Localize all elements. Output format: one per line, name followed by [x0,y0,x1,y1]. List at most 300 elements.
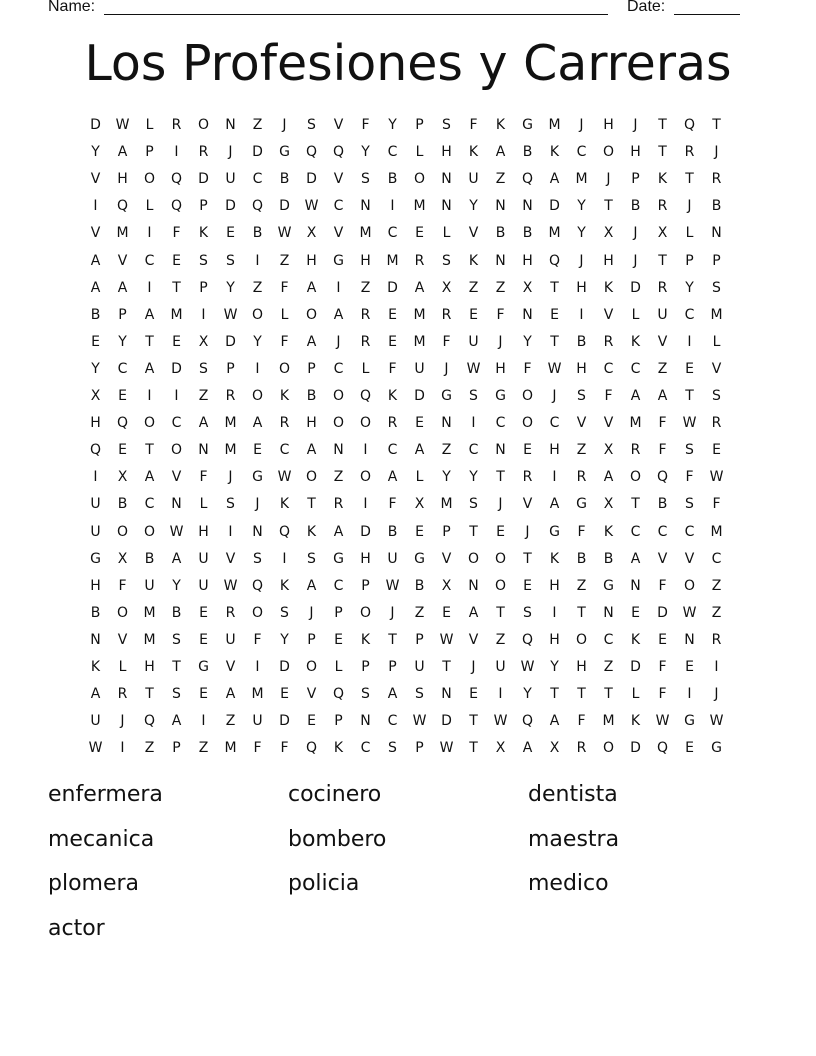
grid-letter[interactable]: T [172,279,181,296]
grid-letter[interactable]: M [224,442,237,459]
grid-letter[interactable]: M [710,306,723,323]
grid-letter[interactable]: Z [198,388,209,404]
grid-letter[interactable]: W [493,713,508,730]
grid-letter[interactable]: P [631,171,640,188]
grid-letter[interactable]: J [579,252,584,269]
grid-letter[interactable]: V [333,117,344,133]
grid-letter[interactable]: O [305,659,318,675]
grid-letter[interactable]: J [444,360,449,377]
grid-letter[interactable]: C [387,442,398,459]
grid-letter[interactable]: X [414,496,425,513]
grid-letter[interactable]: N [711,225,722,242]
grid-letter[interactable]: T [442,659,451,675]
grid-letter[interactable]: A [225,686,236,703]
grid-letter[interactable]: J [255,496,260,513]
grid-letter[interactable]: A [306,442,317,459]
grid-letter[interactable]: D [630,740,641,757]
grid-letter[interactable]: N [441,198,452,215]
grid-letter[interactable]: W [682,604,697,621]
grid-letter[interactable]: Z [495,171,506,188]
grid-letter[interactable]: E [307,713,316,730]
grid-letter[interactable]: K [630,333,641,350]
grid-letter[interactable]: H [576,360,587,377]
grid-letter[interactable]: J [606,171,611,188]
grid-letter[interactable]: Y [361,144,370,161]
grid-letter[interactable]: H [90,577,101,594]
grid-letter[interactable]: C [387,713,398,730]
grid-letter[interactable]: S [307,550,316,567]
grid-letter[interactable]: M [575,171,588,188]
grid-letter[interactable]: A [252,415,263,432]
grid-letter[interactable]: W [412,713,427,730]
grid-letter[interactable]: Q [332,144,345,161]
grid-letter[interactable]: P [199,279,208,296]
grid-letter[interactable]: H [306,415,317,432]
grid-letter[interactable]: J [498,496,503,513]
grid-letter[interactable]: S [442,117,451,133]
grid-letter[interactable]: C [144,496,155,513]
grid-letter[interactable]: V [333,225,344,242]
grid-letter[interactable]: B [657,496,668,513]
grid-letter[interactable]: U [468,333,479,350]
grid-letter[interactable]: Z [198,740,209,757]
grid-letter[interactable]: D [630,279,641,296]
grid-letter[interactable]: O [521,388,534,404]
grid-letter[interactable]: U [414,659,425,675]
grid-letter[interactable]: E [91,333,100,350]
grid-letter[interactable]: R [387,415,398,432]
grid-letter[interactable]: G [252,469,263,486]
grid-letter[interactable]: H [576,659,587,675]
grid-letter[interactable]: R [198,144,209,161]
grid-letter[interactable]: L [415,144,424,161]
grid-letter[interactable]: M [548,117,561,133]
grid-letter[interactable]: E [388,333,397,350]
grid-letter[interactable]: G [441,388,452,404]
grid-letter[interactable]: P [442,523,451,540]
grid-letter[interactable]: I [552,469,557,486]
grid-letter[interactable]: B [522,225,533,242]
grid-letter[interactable]: Q [332,686,345,703]
grid-letter[interactable]: Y [523,333,532,350]
grid-letter[interactable]: M [710,523,723,540]
grid-letter[interactable]: H [549,631,560,648]
grid-letter[interactable]: J [579,117,584,133]
grid-letter[interactable]: F [388,360,397,377]
grid-letter[interactable]: I [255,659,260,675]
grid-letter[interactable]: N [522,306,533,323]
grid-letter[interactable]: N [441,415,452,432]
grid-letter[interactable]: R [225,388,236,404]
grid-letter[interactable]: W [88,740,103,757]
grid-letter[interactable]: G [495,388,506,404]
grid-letter[interactable]: B [252,225,263,242]
grid-letter[interactable]: Y [550,659,559,675]
grid-letter[interactable]: A [495,144,506,161]
grid-letter[interactable]: P [226,360,235,377]
grid-letter[interactable]: G [198,659,209,675]
grid-letter[interactable]: I [714,659,719,675]
grid-letter[interactable]: X [306,225,317,242]
grid-letter[interactable]: K [630,713,641,730]
grid-letter[interactable]: T [631,496,640,513]
grid-letter[interactable]: F [658,415,667,432]
grid-letter[interactable]: Y [523,686,532,703]
grid-letter[interactable]: N [171,496,182,513]
grid-letter[interactable]: U [90,523,101,540]
grid-letter[interactable]: F [604,388,613,404]
grid-letter[interactable]: Z [576,577,587,594]
grid-letter[interactable]: C [630,523,641,540]
grid-letter[interactable]: R [657,198,668,215]
grid-letter[interactable]: K [549,144,560,161]
grid-letter[interactable]: D [90,117,101,133]
grid-letter[interactable]: V [711,360,722,377]
grid-letter[interactable]: Z [441,442,452,459]
grid-letter[interactable]: F [577,523,586,540]
grid-letter[interactable]: X [117,550,128,567]
grid-letter[interactable]: Q [116,415,129,432]
grid-letter[interactable]: S [172,686,181,703]
grid-letter[interactable]: Z [468,279,479,296]
grid-letter[interactable]: L [118,659,127,675]
grid-letter[interactable]: X [495,740,506,757]
grid-letter[interactable]: M [386,252,399,269]
grid-letter[interactable]: D [225,198,236,215]
grid-letter[interactable]: R [576,740,587,757]
grid-letter[interactable]: C [495,415,506,432]
grid-letter[interactable]: T [550,686,559,703]
grid-letter[interactable]: H [495,360,506,377]
grid-letter[interactable]: I [687,686,692,703]
grid-letter[interactable]: K [279,496,290,513]
grid-letter[interactable]: O [413,171,426,188]
grid-letter[interactable]: U [387,550,398,567]
grid-letter[interactable]: A [630,388,641,404]
grid-letter[interactable]: A [630,550,641,567]
grid-letter[interactable]: H [360,252,371,269]
grid-letter[interactable]: P [415,117,424,133]
grid-letter[interactable]: Y [469,469,478,486]
grid-letter[interactable]: S [523,604,532,621]
grid-letter[interactable]: C [711,550,722,567]
grid-letter[interactable]: C [333,577,344,594]
grid-letter[interactable]: D [657,604,668,621]
grid-letter[interactable]: B [117,496,128,513]
grid-letter[interactable]: W [277,225,292,242]
grid-letter[interactable]: Z [495,279,506,296]
grid-letter[interactable]: Z [252,279,263,296]
grid-letter[interactable]: C [630,360,641,377]
grid-letter[interactable]: N [603,604,614,621]
grid-letter[interactable]: W [682,415,697,432]
grid-letter[interactable]: T [469,740,478,757]
grid-letter[interactable]: S [280,604,289,621]
grid-letter[interactable]: O [197,117,210,133]
grid-letter[interactable]: O [494,577,507,594]
grid-letter[interactable]: A [549,713,560,730]
grid-letter[interactable]: Y [442,469,451,486]
grid-letter[interactable]: C [468,442,479,459]
grid-letter[interactable]: K [468,252,479,269]
grid-letter[interactable]: Q [305,144,318,161]
grid-letter[interactable]: U [90,496,101,513]
grid-letter[interactable]: U [414,360,425,377]
grid-letter[interactable]: W [115,117,130,133]
grid-letter[interactable]: E [496,523,505,540]
grid-letter[interactable]: Y [469,198,478,215]
grid-letter[interactable]: S [469,496,478,513]
grid-letter[interactable]: Z [603,659,614,675]
grid-letter[interactable]: R [117,686,128,703]
grid-letter[interactable]: E [199,686,208,703]
grid-letter[interactable]: N [684,631,695,648]
grid-letter[interactable]: V [117,631,128,648]
grid-letter[interactable]: T [145,686,154,703]
grid-letter[interactable]: D [252,144,263,161]
grid-letter[interactable]: D [171,360,182,377]
grid-letter[interactable]: D [441,713,452,730]
grid-letter[interactable]: N [198,442,209,459]
grid-letter[interactable]: E [550,306,559,323]
grid-letter[interactable]: A [333,306,344,323]
grid-letter[interactable]: I [552,604,557,621]
grid-letter[interactable]: M [224,415,237,432]
grid-letter[interactable]: R [522,469,533,486]
grid-letter[interactable]: P [361,659,370,675]
grid-letter[interactable]: N [90,631,101,648]
grid-letter[interactable]: C [684,306,695,323]
grid-letter[interactable]: J [552,388,557,404]
grid-letter[interactable]: N [333,442,344,459]
grid-letter[interactable]: R [657,279,668,296]
grid-letter[interactable]: U [468,171,479,188]
grid-letter[interactable]: I [498,686,503,703]
grid-letter[interactable]: Y [172,577,181,594]
grid-letter[interactable]: Q [89,442,102,459]
grid-letter[interactable]: R [576,469,587,486]
grid-letter[interactable]: M [629,415,642,432]
grid-letter[interactable]: N [360,713,371,730]
grid-letter[interactable]: X [90,388,101,404]
grid-letter[interactable]: O [278,360,291,377]
grid-letter[interactable]: R [711,415,722,432]
grid-letter[interactable]: S [712,279,721,296]
grid-letter[interactable]: O [359,415,372,432]
grid-letter[interactable]: G [603,577,614,594]
grid-letter[interactable]: W [547,360,562,377]
grid-letter[interactable]: M [413,306,426,323]
grid-letter[interactable]: N [495,252,506,269]
grid-letter[interactable]: N [495,442,506,459]
grid-letter[interactable]: F [388,496,397,513]
grid-letter[interactable]: G [90,550,101,567]
grid-letter[interactable]: M [413,198,426,215]
grid-letter[interactable]: K [360,631,371,648]
grid-letter[interactable]: P [415,631,424,648]
grid-letter[interactable]: B [495,225,506,242]
grid-letter[interactable]: T [145,442,154,459]
grid-letter[interactable]: F [442,333,451,350]
grid-letter[interactable]: B [603,550,614,567]
grid-letter[interactable]: A [144,469,155,486]
grid-letter[interactable]: P [361,577,370,594]
grid-letter[interactable]: T [523,550,532,567]
grid-letter[interactable]: S [712,388,721,404]
grid-letter[interactable]: V [468,225,479,242]
grid-letter[interactable]: H [522,252,533,269]
grid-letter[interactable]: B [171,604,182,621]
grid-letter[interactable]: M [143,631,156,648]
grid-letter[interactable]: B [414,577,425,594]
grid-letter[interactable]: S [307,117,316,133]
grid-letter[interactable]: Q [521,171,534,188]
grid-letter[interactable]: A [171,550,182,567]
grid-letter[interactable]: W [385,577,400,594]
grid-letter[interactable]: V [657,550,668,567]
grid-letter[interactable]: H [144,659,155,675]
grid-letter[interactable]: V [603,306,614,323]
grid-letter[interactable]: Q [656,469,669,486]
grid-letter[interactable]: B [90,604,101,621]
grid-letter[interactable]: O [467,550,480,567]
grid-letter[interactable]: L [280,306,289,323]
grid-letter[interactable]: O [521,415,534,432]
grid-letter[interactable]: J [282,117,287,133]
grid-letter[interactable]: R [333,496,344,513]
grid-letter[interactable]: O [251,604,264,621]
grid-letter[interactable]: O [575,631,588,648]
grid-letter[interactable]: T [658,144,667,161]
grid-letter[interactable]: K [468,144,479,161]
grid-letter[interactable]: V [225,659,236,675]
grid-letter[interactable]: Q [521,713,534,730]
grid-letter[interactable]: F [577,713,586,730]
grid-letter[interactable]: M [413,333,426,350]
grid-letter[interactable]: Y [685,279,694,296]
grid-letter[interactable]: V [522,496,533,513]
grid-letter[interactable]: N [441,686,452,703]
grid-letter[interactable]: B [630,198,641,215]
grid-letter[interactable]: M [440,496,453,513]
grid-letter[interactable]: Z [144,740,155,757]
grid-letter[interactable]: V [90,225,101,242]
grid-letter[interactable]: S [361,686,370,703]
grid-letter[interactable]: I [255,360,260,377]
grid-letter[interactable]: L [712,333,721,350]
grid-letter[interactable]: V [225,550,236,567]
grid-letter[interactable]: B [279,171,290,188]
grid-letter[interactable]: A [414,279,425,296]
grid-letter[interactable]: W [169,523,184,540]
grid-letter[interactable]: A [90,252,101,269]
grid-letter[interactable]: W [304,198,319,215]
grid-letter[interactable]: U [252,713,263,730]
grid-letter[interactable]: J [714,144,719,161]
grid-letter[interactable]: A [144,306,155,323]
grid-letter[interactable]: Q [143,713,156,730]
grid-letter[interactable]: X [549,740,560,757]
grid-letter[interactable]: Z [657,360,668,377]
grid-letter[interactable]: A [522,740,533,757]
grid-letter[interactable]: A [387,469,398,486]
grid-letter[interactable]: J [714,686,719,703]
grid-letter[interactable]: B [387,523,398,540]
grid-letter[interactable]: K [306,523,317,540]
grid-letter[interactable]: R [603,333,614,350]
grid-letter[interactable]: S [469,388,478,404]
grid-letter[interactable]: J [228,144,233,161]
grid-letter[interactable]: B [576,333,587,350]
grid-letter[interactable]: D [387,279,398,296]
grid-letter[interactable]: R [171,117,182,133]
grid-letter[interactable]: Y [226,279,235,296]
grid-letter[interactable]: Y [280,631,289,648]
grid-letter[interactable]: K [333,740,344,757]
grid-letter[interactable]: M [143,604,156,621]
grid-letter[interactable]: S [253,550,262,567]
grid-letter[interactable]: S [415,686,424,703]
grid-letter[interactable]: I [390,198,395,215]
name-line[interactable] [104,14,608,15]
grid-letter[interactable]: F [280,333,289,350]
grid-letter[interactable]: J [120,713,125,730]
grid-letter[interactable]: S [388,740,397,757]
grid-letter[interactable]: D [279,198,290,215]
grid-letter[interactable]: O [251,306,264,323]
grid-letter[interactable]: K [495,117,506,133]
grid-letter[interactable]: H [306,252,317,269]
grid-letter[interactable]: R [360,306,371,323]
grid-letter[interactable]: K [279,388,290,404]
grid-letter[interactable]: T [550,279,559,296]
grid-letter[interactable]: E [523,577,532,594]
grid-letter[interactable]: D [360,523,371,540]
grid-letter[interactable]: A [306,333,317,350]
grid-letter[interactable]: C [333,198,344,215]
grid-letter[interactable]: Z [711,577,722,594]
grid-letter[interactable]: H [603,252,614,269]
grid-letter[interactable]: E [523,442,532,459]
grid-letter[interactable]: E [226,225,235,242]
grid-letter[interactable]: O [143,415,156,432]
grid-letter[interactable]: T [145,333,154,350]
grid-letter[interactable]: N [630,577,641,594]
grid-letter[interactable]: I [147,388,152,404]
grid-letter[interactable]: O [251,388,264,404]
grid-letter[interactable]: T [496,469,505,486]
grid-letter[interactable]: U [225,171,236,188]
grid-letter[interactable]: D [549,198,560,215]
grid-letter[interactable]: F [658,442,667,459]
grid-letter[interactable]: B [711,198,722,215]
grid-letter[interactable]: P [172,740,181,757]
grid-letter[interactable]: R [684,144,695,161]
grid-letter[interactable]: R [630,442,641,459]
grid-letter[interactable]: L [145,198,154,215]
grid-letter[interactable]: S [199,252,208,269]
grid-letter[interactable]: T [496,604,505,621]
grid-letter[interactable]: X [198,333,209,350]
grid-letter[interactable]: A [603,469,614,486]
grid-letter[interactable]: U [90,713,101,730]
grid-letter[interactable]: D [225,333,236,350]
grid-letter[interactable]: F [685,469,694,486]
grid-letter[interactable]: A [333,523,344,540]
grid-letter[interactable]: E [469,306,478,323]
grid-letter[interactable]: D [306,171,317,188]
grid-letter[interactable]: Q [521,631,534,648]
